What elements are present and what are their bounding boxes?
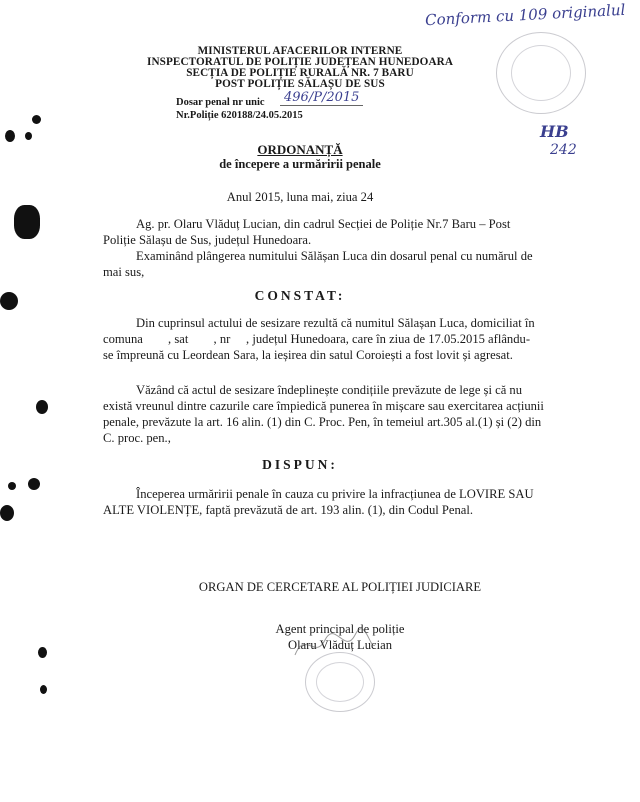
handwritten-conform-note: Conform cu 109 originalul	[424, 0, 626, 30]
post-name: POST POLIȚIE SĂLAȘU DE SUS	[215, 78, 385, 90]
inspectorate-name: INSPECTORATUL DE POLIȚIE JUDEȚEAN HUNEDOARA	[147, 56, 453, 68]
document-subtitle: de începere a urmăririi penale	[219, 157, 381, 171]
intro-paragraph-line: mai sus,	[103, 265, 145, 279]
constat-paragraph-line: C. proc. pen.,	[103, 431, 171, 445]
intro-paragraph-line: Ag. pr. Olaru Vlăduț Lucian, din cadrul Secției de Poliție Nr.7 Baru – Post	[136, 217, 511, 231]
punch-hole	[36, 400, 48, 414]
punch-hole	[32, 115, 41, 124]
constat-paragraph-line: Din cuprinsul actului de sesizare rezultă că numitul Sălașan Luca, domiciliat în	[136, 316, 535, 330]
section-heading-dispun: DISPUN:	[262, 457, 338, 472]
intro-paragraph-line: Poliție Sălașu de Sus, județul Hunedoara.	[103, 233, 312, 247]
punch-hole	[28, 478, 40, 490]
section-name: SECȚIA DE POLIȚIE RURALĂ NR. 7 BARU	[186, 67, 414, 79]
investigation-organ-label: ORGAN DE CERCETARE AL POLIȚIEI JUDICIARE	[198, 580, 482, 594]
constat-paragraph-line: există vreunul dintre cazurile care împiedică punerea în mișcare sau exercitarea acțiunii	[103, 399, 544, 413]
punch-hole	[40, 685, 47, 694]
signer-name: Olaru Vlăduț Lucian	[288, 638, 392, 652]
punch-hole	[8, 482, 16, 490]
constat-paragraph-line: Văzând că actul de sesizare îndeplinește condițiile prevăzute de lege și că nu	[136, 383, 523, 397]
signer-rank: Agent principal de poliție	[275, 622, 405, 636]
official-stamp-bottom	[305, 652, 375, 712]
police-reg-number: Nr.Poliție 620188/24.05.2015	[176, 110, 303, 121]
dosar-label: Dosar penal nr unic	[176, 97, 265, 108]
dispun-paragraph-line: ALTE VIOLENȚE, faptă prevăzută de art. 193 alin. (1), din Codul Penal.	[103, 503, 474, 517]
constat-paragraph-line: penale, prevăzute la art. 16 alin. (1) din C. Proc. Pen, în temeiul art.305 al.(1) și (2) din	[103, 415, 542, 429]
section-heading-constat: CONSTAT:	[254, 288, 346, 303]
handwritten-side-note: HB	[540, 122, 569, 141]
dispun-paragraph-line: Începerea urmăririi penale în cauza cu privire la infracțiunea de LOVIRE SAU	[136, 487, 534, 501]
official-stamp-top	[496, 32, 586, 114]
punch-hole	[14, 205, 40, 239]
constat-paragraph-line: comuna , sat , nr , județul Hunedoara, care în ziua de 17.05.2015 aflându-	[103, 332, 531, 346]
punch-hole	[25, 132, 32, 140]
punch-hole	[5, 130, 15, 142]
document-title: ORDONANȚĂ	[257, 142, 343, 157]
constat-paragraph-line: se împreună cu Leordean Sara, la ieșirea din satul Coroiești a fost lovit și agresat.	[103, 348, 513, 362]
handwritten-page-number: 242	[550, 142, 577, 158]
punch-hole	[0, 505, 14, 521]
dosar-number-handwritten: 496/P/2015	[280, 90, 363, 106]
date-line: Anul 2015, luna mai, ziua 24	[226, 190, 374, 204]
intro-paragraph-line: Examinând plângerea numitului Sălășan Luca din dosarul penal cu numărul de	[136, 249, 533, 263]
ministry-name: MINISTERUL AFACERILOR INTERNE	[197, 45, 403, 57]
